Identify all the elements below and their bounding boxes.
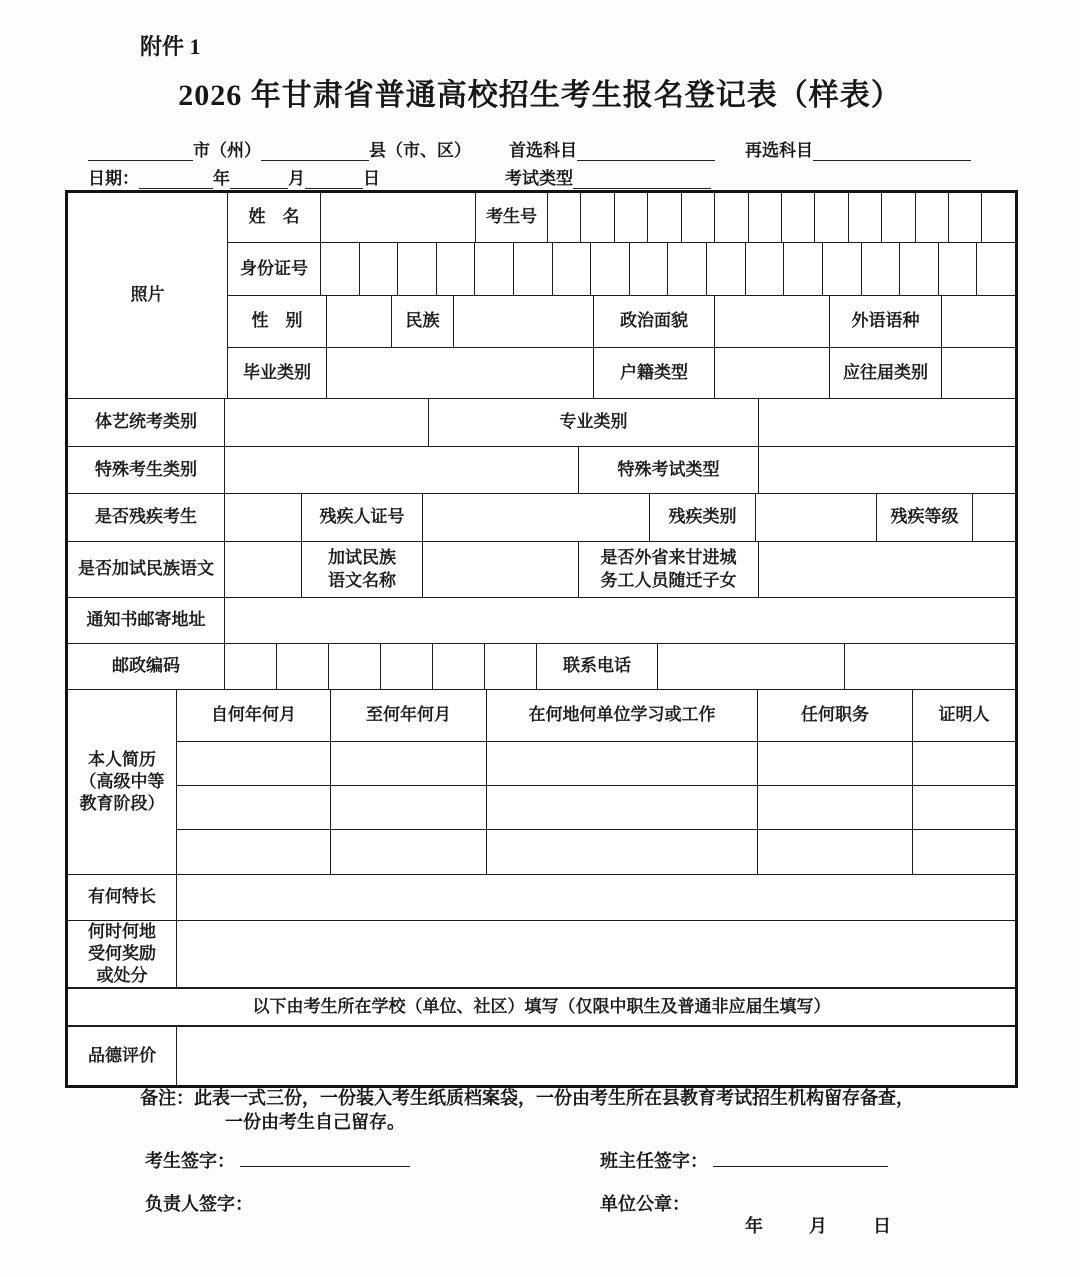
awards-row: [68, 921, 1015, 988]
candidate-number-digit-cell[interactable]: [782, 193, 815, 242]
postal-code-label: 邮政编码: [68, 644, 225, 689]
phone-value-cell[interactable]: [658, 644, 845, 689]
first-subject-blank[interactable]: [577, 141, 715, 161]
ethnicity-value-cell[interactable]: [454, 296, 594, 347]
phone-label: 联系电话: [537, 644, 658, 689]
id-number-digit-cell[interactable]: [784, 243, 823, 295]
household-type-value-cell[interactable]: [715, 348, 830, 398]
sports-art-exam-value-cell[interactable]: [225, 399, 429, 446]
remark-line1: 此表一式三份，一份装入考生纸质档案袋，一份由考生所在县教育考试招生机构留存备查，: [194, 1088, 914, 1108]
sports-art-row: [68, 399, 1015, 447]
grad-status-label: 应往届类别: [830, 348, 942, 398]
minority-lang-name-line1: 加试民族: [328, 548, 396, 568]
resume-left-line2: （高级中等: [79, 771, 165, 791]
id-number-label: 身份证号: [228, 243, 321, 295]
ethnicity-label: 民族: [392, 296, 454, 347]
postal-code-digit-cell[interactable]: [381, 644, 433, 689]
postal-code-digit-cell[interactable]: [277, 644, 329, 689]
id-number-digit-cell[interactable]: [630, 243, 669, 295]
id-number-digit-cell[interactable]: [591, 243, 630, 295]
candidate-number-digit-cell[interactable]: [949, 193, 982, 242]
candidate-number-digit-cell[interactable]: [849, 193, 882, 242]
disability-level-label: 残疾等级: [877, 494, 973, 541]
teacher-signature-blank[interactable]: [713, 1146, 888, 1167]
year-blank[interactable]: [139, 169, 213, 189]
id-number-digit-cell[interactable]: [360, 243, 399, 295]
postal-code-digit-cell[interactable]: [485, 644, 537, 689]
registration-table: [65, 190, 1018, 1088]
postal-code-digit-cell[interactable]: [433, 644, 485, 689]
candidate-number-digit-cell[interactable]: [581, 193, 614, 242]
id-number-grid: [321, 243, 1015, 295]
candidate-number-digit-cell[interactable]: [615, 193, 648, 242]
second-subject-blank[interactable]: [813, 141, 971, 161]
footer-day-label: 日: [873, 1216, 891, 1236]
disabled-id-value-cell[interactable]: [423, 494, 650, 541]
resume-col-from: 自何年何月: [177, 690, 331, 741]
special-candidate-label: 特殊考生类别: [68, 447, 225, 493]
candidate-signature-blank[interactable]: [240, 1146, 410, 1167]
resume-left-label: [68, 690, 177, 874]
resume-witness-cell[interactable]: [913, 786, 1015, 829]
resume-to-cell[interactable]: [331, 786, 487, 829]
candidate-number-digit-cell[interactable]: [815, 193, 848, 242]
month-blank[interactable]: [230, 169, 288, 189]
political-status-value-cell[interactable]: [715, 296, 830, 347]
exam-type-label: 考试类型: [505, 169, 573, 188]
resume-left-line3: 教育阶段）: [79, 794, 165, 814]
candidate-number-digit-cell[interactable]: [548, 193, 581, 242]
resume-from-cell[interactable]: [177, 742, 331, 785]
id-number-digit-cell[interactable]: [900, 243, 939, 295]
migrant-label-line1: 是否外省来甘进城: [600, 548, 737, 568]
id-number-digit-cell[interactable]: [475, 243, 514, 295]
city-label: 市（州）: [193, 141, 261, 160]
candidate-number-digit-cell[interactable]: [882, 193, 915, 242]
disabled-flag-label: 是否残疾考生: [68, 494, 225, 541]
unit-seal-label: 单位公章：: [600, 1194, 690, 1214]
id-number-digit-cell[interactable]: [398, 243, 437, 295]
awards-label-line1: 何时何地: [88, 921, 156, 941]
resume-blank-row: [177, 786, 1015, 830]
grad-status-value-cell[interactable]: [942, 348, 1015, 398]
name-label: 姓 名: [228, 193, 321, 242]
minority-lang-name-value-cell[interactable]: [423, 542, 579, 597]
candidate-number-digit-cell[interactable]: [648, 193, 681, 242]
specialty-label: 有何特长: [68, 875, 177, 920]
first-subject-label: 首选科目: [509, 141, 577, 160]
resume-position-cell[interactable]: [758, 786, 913, 829]
mailing-address-value-cell[interactable]: [225, 598, 1015, 643]
county-label: 县（市、区）: [369, 141, 471, 160]
postal-code-grid: [225, 644, 537, 689]
special-exam-type-value-cell[interactable]: [759, 447, 1015, 493]
special-exam-type-label: 特殊考试类型: [579, 447, 759, 493]
disabled-id-label: 残疾人证号: [302, 494, 423, 541]
resume-blank-row: [177, 830, 1015, 874]
header-line-date: [88, 164, 1018, 189]
resume-section: [68, 690, 1015, 875]
resume-where-cell[interactable]: [487, 786, 758, 829]
moral-evaluation-label: 品德评价: [68, 1027, 177, 1085]
disability-level-value-cell[interactable]: [973, 494, 1015, 541]
postal-phone-row: [68, 644, 1015, 690]
foreign-language-value-cell[interactable]: [942, 296, 1015, 347]
candidate-number-digit-cell[interactable]: [715, 193, 748, 242]
year-label: 年: [213, 169, 230, 188]
date-label: 日期：: [88, 169, 139, 188]
candidate-signature-label: 考生签字：: [145, 1151, 235, 1171]
remark-line2: 一份由考生自己留存。: [225, 1112, 405, 1133]
resume-col-position: 任何职务: [758, 690, 913, 741]
disability-type-label: 残疾类别: [650, 494, 756, 541]
gender-label: 性 别: [228, 296, 327, 347]
header-line-location: [88, 136, 1018, 161]
id-number-digit-cell[interactable]: [862, 243, 901, 295]
month-label: 月: [288, 169, 305, 188]
special-candidate-row: [68, 447, 1015, 494]
postal-code-digit-cell[interactable]: [329, 644, 381, 689]
id-number-digit-cell[interactable]: [321, 243, 360, 295]
special-candidate-value-cell[interactable]: [225, 447, 579, 493]
gender-value-cell[interactable]: [327, 296, 392, 347]
attachment-label: 附件 1: [140, 34, 201, 59]
id-number-digit-cell[interactable]: [668, 243, 707, 295]
city-blank[interactable]: [88, 141, 193, 161]
resume-header-row: [177, 690, 1015, 742]
candidate-number-grid: [548, 193, 1015, 242]
candidate-signature: [145, 1146, 410, 1173]
resume-position-cell[interactable]: [758, 742, 913, 785]
graduation-type-label: 毕业类别: [228, 348, 327, 398]
day-blank[interactable]: [305, 169, 363, 189]
phone-extra-cell[interactable]: [845, 644, 1015, 689]
resume-from-cell[interactable]: [177, 830, 331, 874]
migrant-label-line2: 务工人员随迁子女: [600, 570, 737, 590]
major-type-label: 专业类别: [429, 399, 759, 446]
id-number-digit-cell[interactable]: [746, 243, 785, 295]
resume-where-cell[interactable]: [487, 830, 758, 874]
footer-month-label: 月: [809, 1216, 827, 1236]
name-value-cell[interactable]: [321, 193, 476, 242]
remark-label: 备注：: [140, 1088, 194, 1108]
county-blank[interactable]: [261, 141, 369, 161]
migrant-children-value-cell[interactable]: [759, 542, 1015, 597]
footer-date: [745, 1212, 891, 1238]
mailing-address-label: 通知书邮寄地址: [68, 598, 225, 643]
graduation-type-value-cell[interactable]: [327, 348, 594, 398]
foreign-language-label: 外语语种: [830, 296, 942, 347]
resume-witness-cell[interactable]: [913, 742, 1015, 785]
remark-note: [140, 1086, 970, 1135]
manager-signature-label: 负责人签字：: [145, 1194, 253, 1214]
awards-label-line2: 受何奖励: [88, 943, 156, 963]
sports-art-exam-label: 体艺统考类别: [68, 399, 225, 446]
household-type-label: 户籍类型: [594, 348, 715, 398]
minority-lang-flag-value-cell[interactable]: [225, 542, 302, 597]
major-type-value-cell[interactable]: [759, 399, 1015, 446]
resume-witness-cell[interactable]: [913, 830, 1015, 874]
teacher-signature: [600, 1146, 888, 1173]
resume-left-line1: 本人简历: [88, 749, 156, 769]
id-number-digit-cell[interactable]: [437, 243, 476, 295]
resume-position-cell[interactable]: [758, 830, 913, 874]
moral-evaluation-row: [68, 1026, 1015, 1085]
resume-to-cell[interactable]: [331, 742, 487, 785]
resume-from-cell[interactable]: [177, 786, 331, 829]
id-number-digit-cell[interactable]: [553, 243, 592, 295]
teacher-signature-label: 班主任签字：: [600, 1151, 708, 1171]
awards-label-line3: 或处分: [96, 966, 148, 986]
id-number-digit-cell[interactable]: [939, 243, 978, 295]
unit-seal: [600, 1190, 690, 1216]
candidate-number-label: 考生号: [476, 193, 548, 242]
minority-lang-flag-label: 是否加试民族语文: [68, 542, 225, 597]
candidate-number-digit-cell[interactable]: [916, 193, 949, 242]
awards-label: [68, 921, 177, 987]
manager-signature: [145, 1190, 253, 1216]
specialty-value-cell[interactable]: [177, 875, 1015, 920]
disabled-flag-value-cell[interactable]: [225, 494, 302, 541]
id-number-digit-cell[interactable]: [514, 243, 553, 295]
resume-to-cell[interactable]: [331, 830, 487, 874]
school-section-note-row: [68, 988, 1015, 1026]
migrant-children-label: [579, 542, 759, 597]
candidate-number-digit-cell[interactable]: [982, 193, 1014, 242]
basic-info-section: [68, 193, 1015, 399]
resume-col-witness: 证明人: [938, 705, 990, 725]
photo-cell: 照片: [68, 193, 228, 398]
specialty-row: [68, 875, 1015, 921]
exam-type-blank[interactable]: [573, 169, 711, 189]
minority-lang-name-label: [302, 542, 423, 597]
id-number-digit-cell[interactable]: [977, 243, 1015, 295]
day-label: 日: [363, 169, 380, 188]
postal-code-digit-cell[interactable]: [225, 644, 277, 689]
candidate-number-digit-cell[interactable]: [749, 193, 782, 242]
resume-blank-row: [177, 742, 1015, 786]
disability-row: [68, 494, 1015, 542]
disability-type-value-cell[interactable]: [756, 494, 877, 541]
resume-where-cell[interactable]: [487, 742, 758, 785]
form-title: 2026 年甘肃省普通高校招生考生报名登记表（样表）: [178, 79, 902, 112]
minority-lang-name-line2: 语文名称: [328, 570, 396, 590]
moral-evaluation-value-cell[interactable]: [177, 1027, 1015, 1085]
political-status-label: 政治面貌: [594, 296, 715, 347]
id-number-digit-cell[interactable]: [707, 243, 746, 295]
resume-col-to: 至何年何月: [331, 690, 487, 741]
awards-value-cell[interactable]: [177, 921, 1015, 987]
second-subject-label: 再选科目: [745, 141, 813, 160]
footer-year-label: 年: [745, 1216, 763, 1236]
mailing-address-row: [68, 598, 1015, 644]
candidate-number-digit-cell[interactable]: [682, 193, 715, 242]
school-section-note: 以下由考生所在学校（单位、社区）填写（仅限中职生及普通非应届生填写）: [252, 996, 831, 1016]
id-number-digit-cell[interactable]: [823, 243, 862, 295]
minority-language-row: [68, 542, 1015, 598]
resume-col-where: 在何地何单位学习或工作: [487, 690, 758, 741]
